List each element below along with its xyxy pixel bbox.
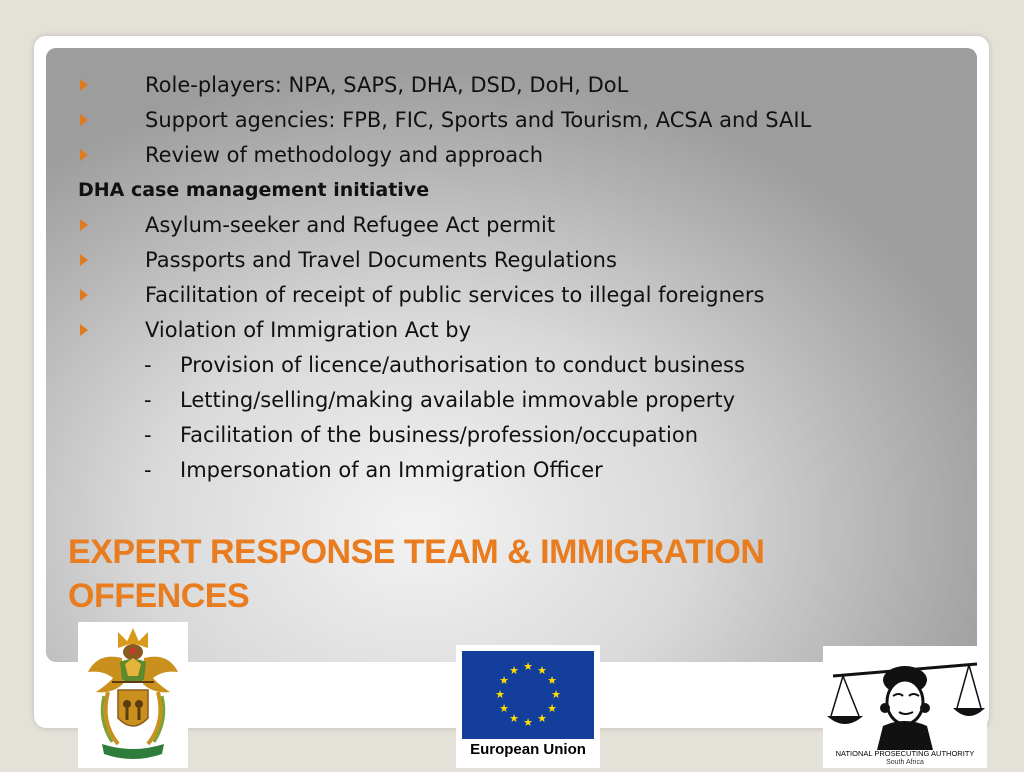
bullet-text: Support agencies: FPB, FIC, Sports and Tourism, ACSA and SAIL bbox=[145, 108, 812, 132]
european-union-logo bbox=[456, 645, 600, 768]
svg-text:★: ★ bbox=[547, 674, 557, 687]
coat-of-arms-icon bbox=[78, 622, 188, 768]
svg-text:★: ★ bbox=[547, 702, 557, 715]
svg-text:★: ★ bbox=[495, 688, 505, 701]
arrow-bullet-icon bbox=[78, 278, 92, 313]
svg-text:★: ★ bbox=[523, 660, 533, 673]
arrow-bullet-icon bbox=[78, 103, 92, 138]
arrow-bullet-icon bbox=[78, 138, 92, 173]
npa-sublabel: South Africa bbox=[886, 759, 924, 766]
eu-flag bbox=[462, 651, 594, 739]
bullet-text: Asylum-seeker and Refugee Act permit bbox=[145, 213, 556, 237]
npa-label: NATIONAL PROSECUTING AUTHORITY bbox=[835, 749, 975, 758]
dash-marker: - bbox=[144, 458, 152, 482]
svg-text:★: ★ bbox=[523, 716, 533, 729]
svg-text:★: ★ bbox=[499, 702, 509, 715]
bullet-text: Passports and Travel Documents Regulations bbox=[145, 248, 617, 272]
sub-item bbox=[78, 348, 958, 383]
sub-item bbox=[78, 383, 958, 418]
slide-title-line: OFFENCES bbox=[68, 577, 250, 615]
section-heading: DHA case management initiative bbox=[78, 179, 430, 201]
bullet-text: Facilitation of receipt of public services to illegal foreigners bbox=[145, 283, 765, 307]
arrow-bullet-icon bbox=[78, 208, 92, 243]
svg-text:★: ★ bbox=[499, 674, 509, 687]
coat-of-arms-logo bbox=[78, 622, 188, 768]
sub-item bbox=[78, 453, 958, 488]
bullet-item bbox=[78, 208, 958, 243]
scales-of-justice-icon bbox=[823, 646, 987, 750]
sub-item-text: Provision of licence/authorisation to conduct business bbox=[180, 353, 745, 377]
svg-text:★: ★ bbox=[551, 688, 561, 701]
dash-marker: - bbox=[144, 353, 152, 377]
bullet-text: Role-players: NPA, SAPS, DHA, DSD, DoH, DoL bbox=[145, 73, 629, 97]
svg-text:★: ★ bbox=[509, 664, 519, 677]
bullet-item bbox=[78, 313, 958, 348]
bullet-item bbox=[78, 138, 958, 173]
sub-item-text: Letting/selling/making available immovable property bbox=[180, 388, 735, 412]
arrow-bullet-icon bbox=[78, 313, 92, 348]
slide-content bbox=[78, 68, 958, 488]
eu-stars-icon bbox=[462, 651, 594, 739]
eu-label: European Union bbox=[470, 741, 586, 758]
bullet-item bbox=[78, 243, 958, 278]
arrow-bullet-icon bbox=[78, 243, 92, 278]
svg-text:★: ★ bbox=[537, 664, 547, 677]
sub-item-text: Impersonation of an Immigration Officer bbox=[180, 458, 603, 482]
bullet-text: Review of methodology and approach bbox=[145, 143, 544, 167]
svg-text:★: ★ bbox=[509, 712, 519, 725]
sub-item bbox=[78, 418, 958, 453]
svg-text:★: ★ bbox=[537, 712, 547, 725]
bullet-item bbox=[78, 68, 958, 103]
dash-marker: - bbox=[144, 388, 152, 412]
npa-logo bbox=[823, 646, 987, 768]
slide-title-line: EXPERT RESPONSE TEAM & IMMIGRATION bbox=[68, 533, 765, 571]
dash-marker: - bbox=[144, 423, 152, 447]
slide-title bbox=[68, 530, 888, 618]
arrow-bullet-icon bbox=[78, 68, 92, 103]
bullet-item bbox=[78, 278, 958, 313]
sub-item-text: Facilitation of the business/profession/occupation bbox=[180, 423, 699, 447]
bullet-text: Violation of Immigration Act by bbox=[145, 318, 471, 342]
bullet-item bbox=[78, 103, 958, 138]
